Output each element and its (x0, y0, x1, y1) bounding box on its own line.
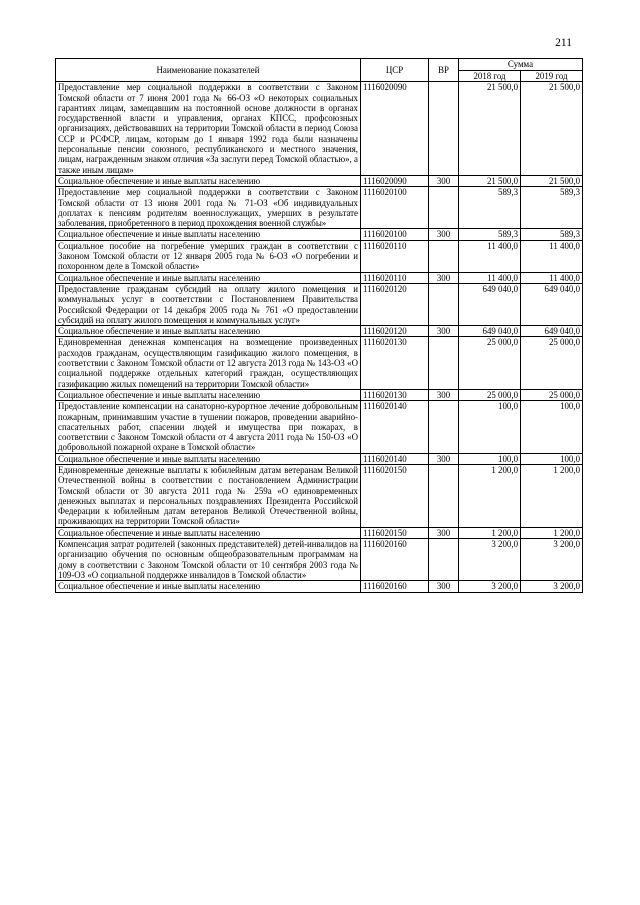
row-csr: 1116020110 (361, 240, 429, 272)
row-name: Предоставление мер социальной поддержки в соответствии с Законом Томской области от 7 июня 2001 года № 66-ОЗ «О некоторых социальных гарантиях лицам, замещавшим на постоянной основе должности в органах государственной власти и управления, органах КПСС, профсоюзных организациях, действовавших на территории Томской области в период Союза ССР и РСФСР, лицам, которым до 1 января 1992 года были назначены персональные пенсии союзного, республиканского и местного значения, лицам, награжденным знаком отличия «За заслуги перед Томской областью», а также иным лицам» (56, 82, 361, 176)
table-row (56, 229, 583, 240)
row-sum-2019: 1 200,0 (521, 464, 583, 527)
row-vr: 300 (429, 453, 459, 464)
table-body (56, 82, 583, 592)
row-csr: 1116020100 (361, 187, 429, 229)
row-sum-2018: 3 200,0 (459, 581, 521, 592)
row-sum-2018: 21 500,0 (459, 175, 521, 186)
row-sum-2018: 100,0 (459, 401, 521, 453)
row-sum-2019: 100,0 (521, 453, 583, 464)
row-csr: 1116020160 (361, 581, 429, 592)
row-csr: 1116020130 (361, 337, 429, 389)
row-name: Социальное обеспечение и иные выплаты населению (56, 581, 361, 592)
row-sum-2019: 11 400,0 (521, 240, 583, 272)
row-name: Социальное обеспечение и иные выплаты населению (56, 272, 361, 283)
row-sum-2019: 3 200,0 (521, 539, 583, 581)
row-vr (429, 401, 459, 453)
table-row (56, 539, 583, 581)
row-vr: 300 (429, 229, 459, 240)
row-vr: 300 (429, 527, 459, 538)
row-sum-2019: 21 500,0 (521, 175, 583, 186)
row-sum-2018: 25 000,0 (459, 337, 521, 389)
row-csr: 1116020090 (361, 175, 429, 186)
row-name: Социальное обеспечение и иные выплаты населению (56, 453, 361, 464)
budget-table (55, 58, 583, 593)
row-csr: 1116020140 (361, 401, 429, 453)
row-sum-2019: 589,3 (521, 187, 583, 229)
row-sum-2019: 100,0 (521, 401, 583, 453)
row-sum-2018: 11 400,0 (459, 240, 521, 272)
row-name: Социальное обеспечение и иные выплаты населению (56, 229, 361, 240)
row-vr: 300 (429, 326, 459, 337)
row-name: Компенсация затрат родителей (законных представителей) детей-инвалидов на организацию обучения по основным общеобразовательным программам на дому в соответствии с Законом Томской области от 10 сентября 2003 года № 109-ОЗ «О социальной поддержке инвалидов в Томской области» (56, 539, 361, 581)
row-name: Социальное обеспечение и иные выплаты населению (56, 175, 361, 186)
table-row (56, 527, 583, 538)
row-csr: 1116020110 (361, 272, 429, 283)
table-row (56, 389, 583, 400)
row-vr (429, 283, 459, 325)
row-sum-2019: 589,3 (521, 229, 583, 240)
row-sum-2018: 589,3 (459, 187, 521, 229)
table-row (56, 82, 583, 176)
table-row (56, 240, 583, 272)
row-sum-2018: 100,0 (459, 453, 521, 464)
row-csr: 1116020150 (361, 527, 429, 538)
row-sum-2018: 1 200,0 (459, 527, 521, 538)
header-csr: ЦСР (361, 59, 429, 82)
table-row (56, 175, 583, 186)
row-csr: 1116020140 (361, 453, 429, 464)
row-sum-2019: 25 000,0 (521, 337, 583, 389)
row-sum-2019: 3 200,0 (521, 581, 583, 592)
row-name: Социальное обеспечение и иные выплаты населению (56, 326, 361, 337)
row-csr: 1116020130 (361, 389, 429, 400)
row-vr (429, 187, 459, 229)
row-csr: 1116020100 (361, 229, 429, 240)
row-name: Социальное обеспечение и иные выплаты населению (56, 389, 361, 400)
table-row (56, 283, 583, 325)
row-name: Социальное пособие на погребение умерших граждан в соответствии с Законом Томской области от 12 января 2005 года № 6-ОЗ «О погребении и похоронном деле в Томской области» (56, 240, 361, 272)
table-header (56, 59, 583, 82)
row-vr (429, 464, 459, 527)
table-row (56, 453, 583, 464)
row-sum-2019: 21 500,0 (521, 82, 583, 176)
row-csr: 1116020120 (361, 326, 429, 337)
row-vr (429, 539, 459, 581)
header-year-2019: 2019 год (521, 71, 583, 82)
page-number: 211 (555, 37, 572, 49)
row-name: Предоставление гражданам субсидий на оплату жилого помещения и коммунальных услуг в соответствии с Постановлением Правительства Российской Федерации от 14 декабря 2005 года № 761 «О предоставлении субсидий на оплату жилого помещения и коммунальных услуг» (56, 283, 361, 325)
row-name: Единовременные денежные выплаты к юбилейным датам ветеранам Великой Отечественной войны в соответствии с постановлением Администрации Томской области от 30 августа 2011 года № 259а «О единовременных денежных выплатах и персональных поздравлениях Президента Российской Федерации к юбилейным датам ветеранов Великой Отечественной войны, проживающих на территории Томской области» (56, 464, 361, 527)
header-vr: ВР (429, 59, 459, 82)
row-name: Единовременная денежная компенсация на возмещение произведенных расходов гражданам, осуществляющим газификацию жилого помещения, в соответствии с Законом Томской области от 12 августа 2013 года № 143-ОЗ «О социальной поддержке отдельных категорий граждан, осуществляющих газификацию жилых помещений на территории Томской области» (56, 337, 361, 389)
table-row (56, 581, 583, 592)
header-name: Наименование показателей (56, 59, 361, 82)
row-sum-2019: 649 040,0 (521, 326, 583, 337)
row-vr (429, 240, 459, 272)
row-vr: 300 (429, 175, 459, 186)
table-row (56, 326, 583, 337)
row-vr: 300 (429, 389, 459, 400)
table-row (56, 272, 583, 283)
row-sum-2018: 21 500,0 (459, 82, 521, 176)
row-sum-2018: 589,3 (459, 229, 521, 240)
row-name: Предоставление мер социальной поддержки в соответствии с Законом Томской области от 13 июня 2001 года № 71-ОЗ «Об индивидуальных доплатах к пенсиям родителям военнослужащих, умерших в результате заболевания, приобретенного в период прохождения военной службы» (56, 187, 361, 229)
row-sum-2019: 649 040,0 (521, 283, 583, 325)
row-csr: 1116020160 (361, 539, 429, 581)
row-sum-2018: 1 200,0 (459, 464, 521, 527)
table-row (56, 401, 583, 453)
row-vr: 300 (429, 272, 459, 283)
row-vr (429, 82, 459, 176)
row-name: Социальное обеспечение и иные выплаты населению (56, 527, 361, 538)
row-vr (429, 337, 459, 389)
header-year-2018: 2018 год (459, 71, 521, 82)
table-row (56, 337, 583, 389)
row-sum-2019: 11 400,0 (521, 272, 583, 283)
row-sum-2018: 11 400,0 (459, 272, 521, 283)
row-sum-2018: 649 040,0 (459, 326, 521, 337)
row-csr: 1116020150 (361, 464, 429, 527)
row-sum-2018: 3 200,0 (459, 539, 521, 581)
row-csr: 1116020120 (361, 283, 429, 325)
row-sum-2019: 1 200,0 (521, 527, 583, 538)
table-row (56, 187, 583, 229)
row-csr: 1116020090 (361, 82, 429, 176)
row-vr: 300 (429, 581, 459, 592)
row-name: Предоставление компенсации на санаторно-курортное лечение добровольным пожарным, принимавшим участие в тушении пожаров, проведении аварийно-спасательных работ, спасении людей и имущества при пожарах, в соответствии с Законом Томской области от 4 августа 2011 года № 150-ОЗ «О добровольной пожарной охране в Томской области» (56, 401, 361, 453)
header-row-top (56, 59, 583, 71)
table-row (56, 464, 583, 527)
row-sum-2018: 25 000,0 (459, 389, 521, 400)
row-sum-2018: 649 040,0 (459, 283, 521, 325)
row-sum-2019: 25 000,0 (521, 389, 583, 400)
header-sum: Сумма (459, 59, 583, 71)
